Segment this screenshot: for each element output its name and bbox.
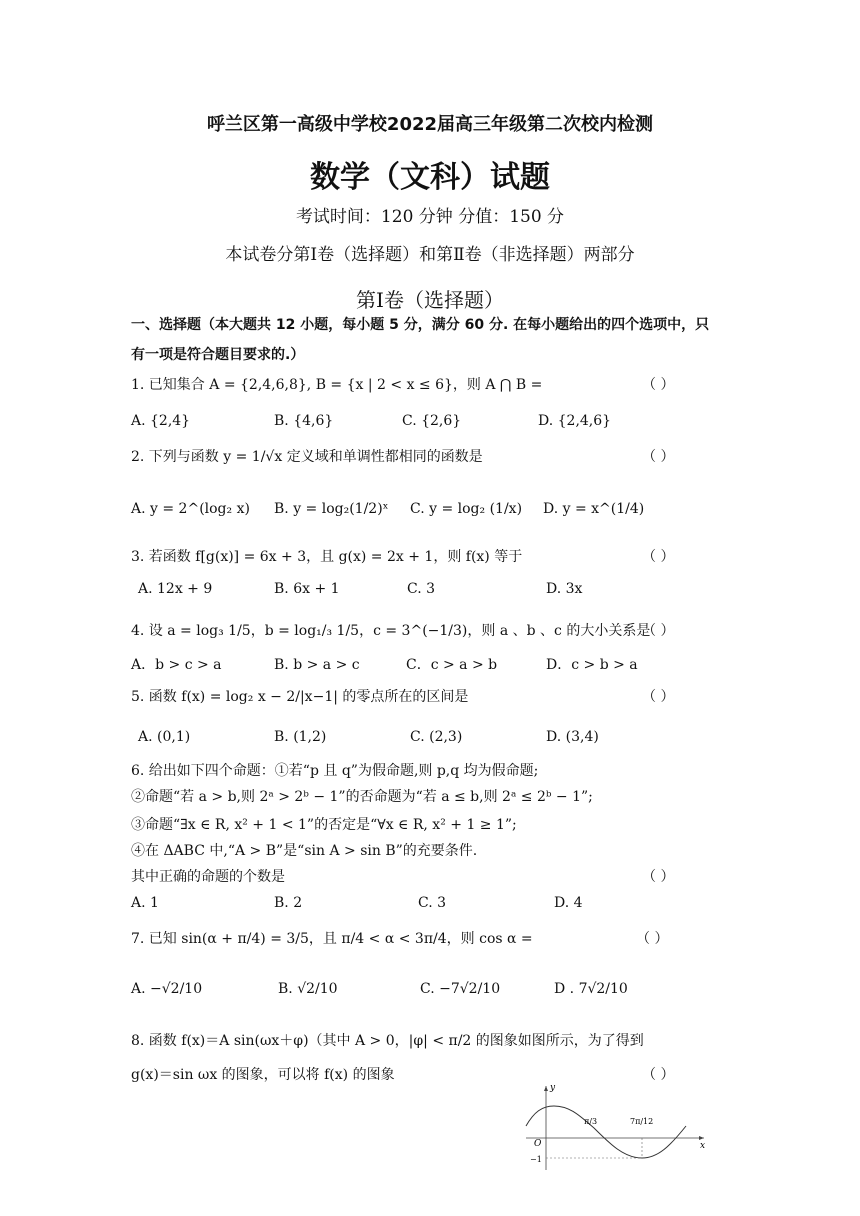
question-8-line1: 8. 函数 f(x)＝A sin(ωx＋φ)（其中 A > 0，|φ| < π/2 的图象如图所示，为了得到 <box>131 1033 644 1049</box>
question-6-line3: ③命题“∃x ∈ R, x² + 1 < 1”的否定是“∀x ∈ R, x² + 1 ≥ 1”; <box>131 817 517 833</box>
answer-bracket: （ ） <box>636 931 669 947</box>
q6-option-b: B. 2 <box>274 895 303 911</box>
question-8-line2: g(x)＝sin ωx 的图象，可以将 f(x) 的图象 <box>131 1067 395 1083</box>
q7-option-c: C. −7√2/10 <box>420 981 501 997</box>
q2-option-b: B. y = log₂(1/2)ˣ <box>274 501 389 517</box>
school-title: 呼兰区第一高级中学校2022届高三年级第二次校内检测 <box>206 114 654 135</box>
answer-bracket: （ ） <box>642 549 675 565</box>
q6-option-a: A. 1 <box>131 895 159 911</box>
pi-over-3-label: π/3 <box>584 1117 598 1126</box>
q5-option-d: D. (3,4) <box>546 729 599 745</box>
exam-time-info: 考试时间：120 分钟 分值：150 分 <box>295 207 565 227</box>
origin-label: O <box>534 1139 542 1149</box>
answer-bracket: （ ） <box>642 869 675 885</box>
q4-option-d: D．c > b > a <box>546 657 638 673</box>
q4-option-b: B. b > a > c <box>274 657 360 673</box>
y-axis-label: y <box>550 1083 556 1093</box>
y-axis-arrow <box>544 1086 548 1091</box>
q1-option-a: A. {2,4} <box>131 413 191 429</box>
question-6-line1: 6. 给出如下四个命题：①若“p 且 q”为假命题,则 p,q 均为假命题; <box>131 763 539 779</box>
question-6-line5: 其中正确的命题的个数是 <box>131 869 285 885</box>
answer-bracket: （ ） <box>642 377 675 393</box>
q3-option-d: D. 3x <box>546 581 583 597</box>
q7-option-b: B. √2/10 <box>278 981 338 997</box>
q3-option-a: A. 12x + 9 <box>138 581 213 597</box>
part-title: 第Ⅰ卷（选择题） <box>356 288 504 312</box>
answer-bracket: （ ） <box>642 1067 675 1083</box>
question-6-line2: ②命题“若 a > b,则 2ᵃ > 2ᵇ − 1”的否命题为“若 a ≤ b,则 2ᵃ ≤ 2ᵇ − 1”; <box>131 789 593 805</box>
x-axis-arrow <box>699 1136 704 1140</box>
paper-note: 本试卷分第Ⅰ卷（选择题）和第Ⅱ卷（非选择题）两部分 <box>225 245 635 265</box>
q5-option-b: B. (1,2) <box>274 729 327 745</box>
q4-option-c: C．c > a > b <box>406 657 498 673</box>
seven-pi-over-12-label: 7π/12 <box>630 1117 654 1126</box>
answer-bracket: （ ） <box>642 449 675 465</box>
q7-option-d: D . 7√2/10 <box>554 981 628 997</box>
section-title-line2: 有一项是符合题目要求的.） <box>131 347 305 363</box>
q1-option-c: C. {2,6} <box>402 413 462 429</box>
sine-curve <box>526 1106 686 1158</box>
neg-one-label: −1 <box>530 1155 542 1164</box>
question-1-stem: 1. 已知集合 A = {2,4,6,8}, B = {x | 2 < x ≤ 6}，则 A ⋂ B = <box>131 377 543 393</box>
answer-bracket: （ ） <box>642 623 675 639</box>
x-axis-label: x <box>700 1141 706 1151</box>
q7-option-a: A. −√2/10 <box>131 981 203 997</box>
q5-option-c: C. (2,3) <box>410 729 463 745</box>
q6-option-d: D. 4 <box>554 895 583 911</box>
q4-option-a: A．b > c > a <box>131 657 222 673</box>
section-title-line1: 一、选择题（本大题共 12 小题，每小题 5 分，满分 60 分. 在每小题给出的四个选项中，只 <box>131 317 710 333</box>
q6-option-c: C. 3 <box>418 895 447 911</box>
question-6-line4: ④在 ΔABC 中,“A > B”是“sin A > sin B”的充要条件. <box>131 843 478 859</box>
q1-option-b: B. {4,6} <box>274 413 334 429</box>
question-3-stem: 3. 若函数 f[g(x)] = 6x + 3，且 g(x) = 2x + 1，则 f(x) 等于 <box>131 549 523 565</box>
question-2-stem: 2. 下列与函数 y = 1/√x 定义域和单调性都相同的函数是 <box>131 449 483 465</box>
q2-option-c: C. y = log₂ (1/x) <box>410 501 523 517</box>
question-7-stem: 7. 已知 sin(α + π/4) = 3/5，且 π/4 < α < 3π/4，则 cos α = <box>131 931 533 947</box>
q5-option-a: A. (0,1) <box>138 729 191 745</box>
q3-option-c: C. 3 <box>407 581 436 597</box>
sine-graph <box>520 1082 710 1174</box>
answer-bracket: （ ） <box>642 689 675 705</box>
question-5-stem: 5. 函数 f(x) = log₂ x − 2/|x−1| 的零点所在的区间是 <box>131 689 469 705</box>
subject-title: 数学（文科）试题 <box>310 160 550 195</box>
q2-option-a: A. y = 2^(log₂ x) <box>131 501 250 517</box>
q1-option-d: D. {2,4,6} <box>538 413 612 429</box>
q3-option-b: B. 6x + 1 <box>274 581 340 597</box>
question-4-stem: 4. 设 a = log₃ 1/5，b = log₁/₃ 1/5，c = 3^(−1/3)，则 a 、b 、c 的大小关系是 <box>131 623 651 639</box>
q2-option-d: D. y = x^(1/4) <box>543 501 645 517</box>
